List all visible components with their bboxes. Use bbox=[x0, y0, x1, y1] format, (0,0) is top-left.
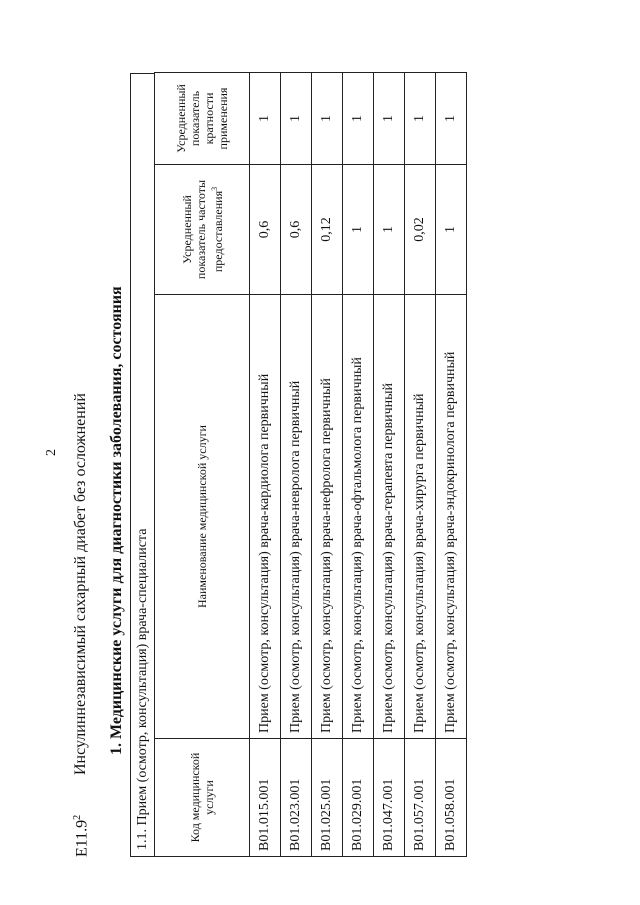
diagnosis-title: Инсулиннезависимый сахарный диабет без осложнений bbox=[72, 393, 89, 775]
service-multiplicity: 1 bbox=[250, 73, 281, 165]
header-frequency bbox=[155, 165, 250, 295]
table-row bbox=[343, 73, 374, 857]
service-multiplicity: 1 bbox=[281, 73, 312, 165]
table-row bbox=[436, 73, 467, 857]
service-code: B01.025.001 bbox=[312, 739, 343, 857]
service-frequency: 0,6 bbox=[250, 165, 281, 295]
page-number: 2 bbox=[44, 449, 59, 456]
service-multiplicity: 1 bbox=[312, 73, 343, 165]
header-code: Код медицинской услуги bbox=[155, 739, 250, 857]
header-name: Наименование медицинской услуги bbox=[155, 295, 250, 739]
service-frequency: 0,6 bbox=[281, 165, 312, 295]
service-frequency: 1 bbox=[436, 165, 467, 295]
service-frequency: 1 bbox=[374, 165, 405, 295]
service-multiplicity: 1 bbox=[374, 73, 405, 165]
header-frequency-text: Усредненный показатель частоты предоставления bbox=[179, 179, 225, 280]
table-row bbox=[405, 73, 436, 857]
table-header-row bbox=[155, 73, 250, 857]
table-row bbox=[281, 73, 312, 857]
service-name: Прием (осмотр, консультация) врача-офтальмолога первичный bbox=[343, 295, 374, 739]
service-code: B01.015.001 bbox=[250, 739, 281, 857]
service-name: Прием (осмотр, консультация) врача-кардиолога первичный bbox=[250, 295, 281, 739]
table-row bbox=[250, 73, 281, 857]
diagnosis-code-text: E11.9 bbox=[73, 819, 91, 857]
service-code: B01.057.001 bbox=[405, 739, 436, 857]
table-row bbox=[374, 73, 405, 857]
service-name: Прием (осмотр, консультация) врача-терапевта первичный bbox=[374, 295, 405, 739]
service-code: B01.058.001 bbox=[436, 739, 467, 857]
table-row bbox=[312, 73, 343, 857]
service-code: B01.029.001 bbox=[343, 739, 374, 857]
service-code: B01.023.001 bbox=[281, 739, 312, 857]
service-multiplicity: 1 bbox=[436, 73, 467, 165]
services-table bbox=[154, 72, 467, 857]
diagnosis-code-footnote: 2 bbox=[72, 814, 83, 820]
service-name: Прием (осмотр, консультация) врача-эндокринолога первичный bbox=[436, 295, 467, 739]
service-name: Прием (осмотр, консультация) врача-нефролога первичный bbox=[312, 295, 343, 739]
service-frequency: 0,02 bbox=[405, 165, 436, 295]
diagnosis-code bbox=[72, 815, 91, 857]
service-name: Прием (осмотр, консультация) врача-хирурга первичный bbox=[405, 295, 436, 739]
subsection-title: 1.1. Прием (осмотр, консультация) врача-специалиста bbox=[130, 73, 154, 857]
service-frequency: 0,12 bbox=[312, 165, 343, 295]
service-multiplicity: 1 bbox=[343, 73, 374, 165]
header-multiplicity: Усредненный показатель кратности применения bbox=[155, 73, 250, 165]
service-code: B01.047.001 bbox=[374, 739, 405, 857]
service-name: Прием (осмотр, консультация) врача-невролога первичный bbox=[281, 295, 312, 739]
header-frequency-footnote: 3 bbox=[209, 186, 219, 191]
service-frequency: 1 bbox=[343, 165, 374, 295]
section-title: 1. Медицинские услуги для диагностики заболевания, состояния bbox=[108, 286, 125, 755]
service-multiplicity: 1 bbox=[405, 73, 436, 165]
